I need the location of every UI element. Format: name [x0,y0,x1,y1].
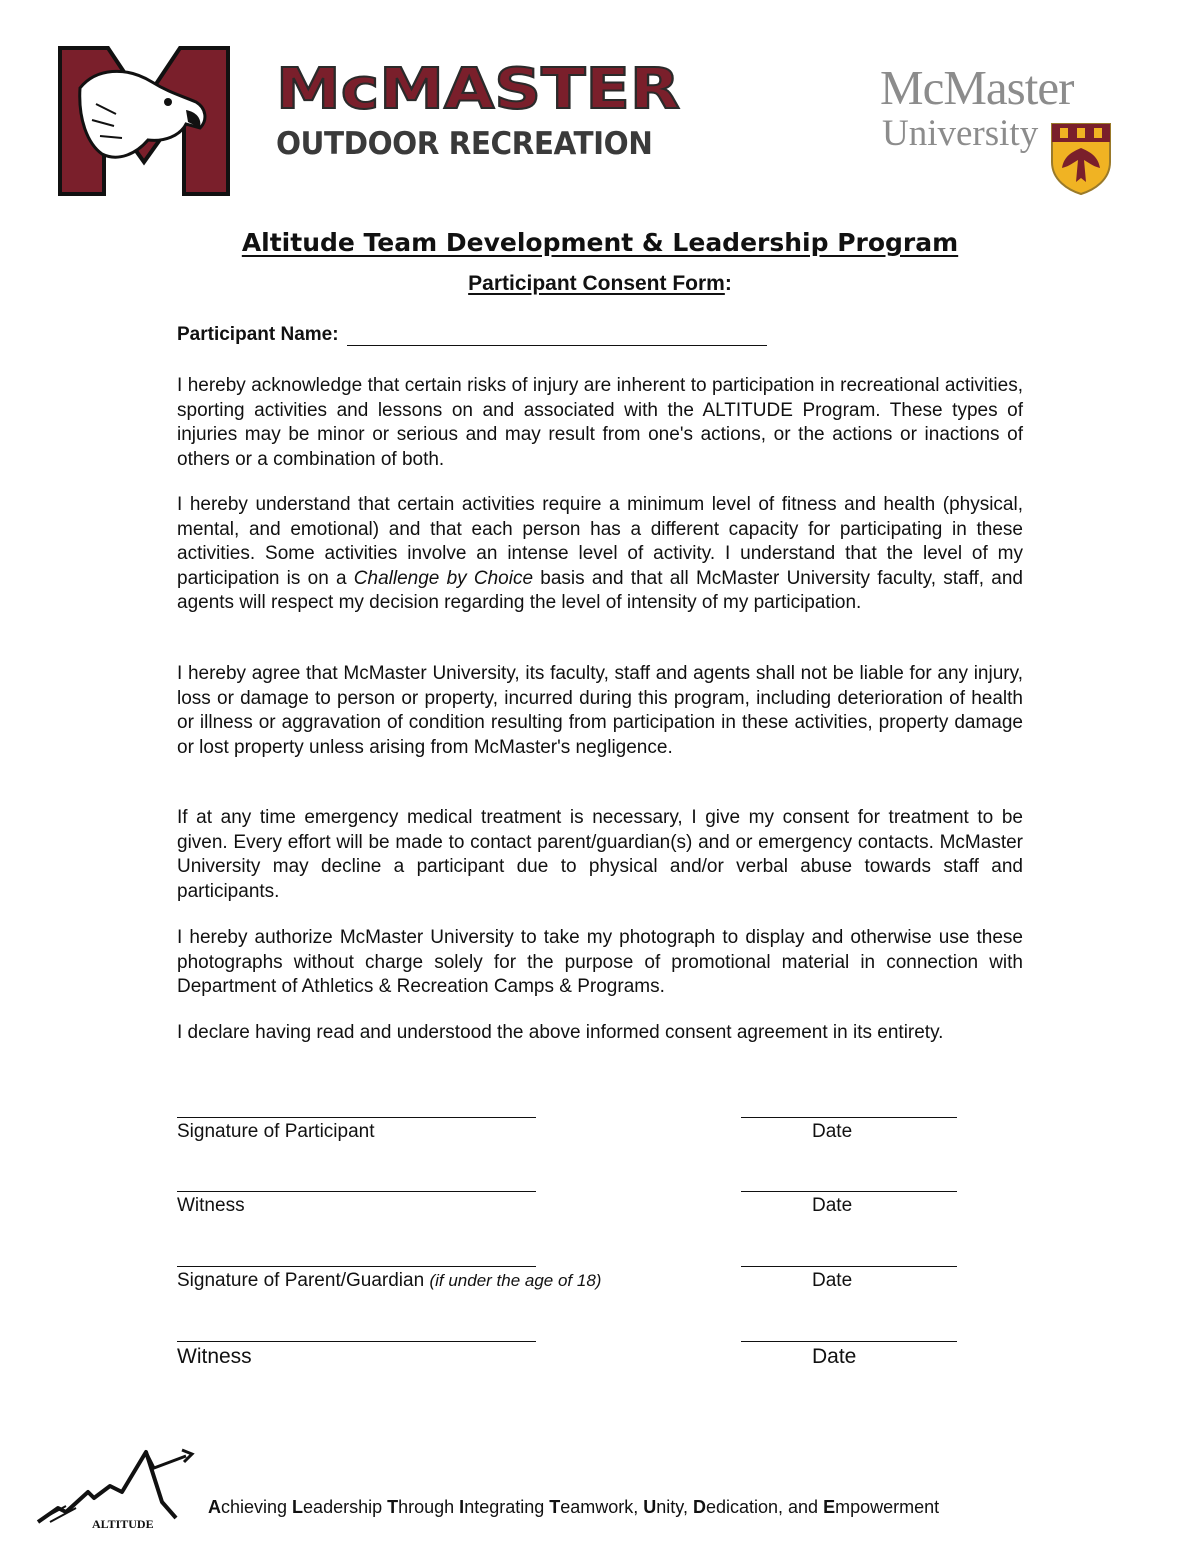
motto-initial: I [459,1497,465,1517]
motto-word: eamwork, [560,1497,644,1517]
guardian-label-text: Signature of Parent/Guardian [177,1270,425,1291]
consent-paragraph-risks: I hereby acknowledge that certain risks of injury are inherent to participation in recreational activities, sporting activities and lessons on and associated with the ALTITUDE Program. These types of injuries may be minor or serious and may result from one's actions, or the actions or inactions of others or a combination of both. [177,375,1023,470]
witness-label: Witness [177,1195,245,1216]
university-name: McMaster [880,60,1074,115]
date-line[interactable] [741,1341,957,1342]
consent-paragraph-declaration: I declare having read and understood the above informed consent agreement in its entirety. [177,1022,944,1043]
motto-initial: U [643,1497,657,1517]
motto-initial: T [549,1497,561,1517]
footer-motto [208,1497,939,1518]
form-title-text: Participant Consent Form [468,272,725,295]
motto-initial: E [823,1497,836,1517]
consent-paragraph-fitness [177,493,1023,616]
brand-subtitle: OUTDOOR RECREATION [276,126,653,162]
witness-label: Witness [177,1345,252,1368]
university-crest-icon [1050,122,1112,196]
participant-name-line[interactable] [347,327,767,346]
motto-word: nity, [656,1497,693,1517]
date-label: Date [812,1195,853,1216]
participant-name-label: Participant Name: [177,324,339,345]
motto-word: edication, and [705,1497,824,1517]
university-subtitle: University [882,113,1039,154]
motto-word: ntegrating [464,1497,550,1517]
date-label: Date [812,1121,853,1142]
date-label: Date [812,1270,853,1291]
paragraph-fitness-text: I hereby understand that certain activities require a minimum level of fitness and health (physical, mental, and emotional) and that each person has a different capacity for participating in these activities. Some activities involve an intense level of activity. I understand that the level of my participation is on a [177,494,1023,589]
date-line[interactable] [741,1191,957,1192]
brand-title [274,58,684,118]
mcmaster-m-eagle-logo [56,44,232,198]
participant-name-field[interactable] [177,324,767,346]
date-line[interactable] [741,1266,957,1267]
form-title-colon: : [724,272,732,295]
program-title: Altitude Team Development & Leadership Program [241,228,959,257]
motto-initial: L [292,1497,304,1517]
participant-signature-label: Signature of Participant [177,1121,375,1142]
guardian-signature-line[interactable] [177,1266,536,1267]
motto-initial: A [208,1497,221,1517]
witness-signature-line[interactable] [177,1341,536,1342]
consent-paragraph-medical: If at any time emergency medical treatment is necessary, I give my consent for treatment to be given. Every effort will be made to contact parent/guardian(s) and or emergency contacts. McMaster University may decline a participant due to physical and/or verbal abuse towards staff and participants. [177,807,1023,902]
svg-text:ALTITUDE: ALTITUDE [92,1517,154,1531]
guardian-signature-label [177,1270,601,1292]
motto-initial: D [692,1497,706,1517]
consent-paragraph-photo: I hereby authorize McMaster University to take my photograph to display and otherwise use these photographs without charge solely for the purpose of promotional material in connection with Department of Athletics & Recreation Camps & Programs. [177,927,1023,998]
challenge-by-choice: Challenge by Choice [353,567,534,589]
motto-word: chieving [221,1497,293,1517]
witness-signature-line[interactable] [177,1191,536,1192]
participant-signature-line[interactable] [177,1117,536,1118]
form-title [0,272,1200,296]
consent-paragraph-liability: I hereby agree that McMaster University, its faculty, staff and agents shall not be liable for any injury, loss or damage to person or property, incurred during this program, including deterioration of health or illness or aggravation of condition resulting from participation in these activities, property damage or lost property unless arising from McMaster's negligence. [177,663,1023,758]
motto-word: mpowerment [835,1497,940,1517]
date-label: Date [812,1345,857,1368]
guardian-age-note: (if under the age of 18) [429,1271,602,1290]
altitude-mountain-logo [36,1446,196,1532]
motto-word: hrough [398,1497,460,1517]
motto-initial: T [387,1497,399,1517]
svg-text:McMASTER: McMASTER [276,58,680,118]
date-line[interactable] [741,1117,957,1118]
motto-word: eadership [303,1497,388,1517]
paragraph-fitness-tail: basis and that all McMaster University faculty, staff, and agents will respect my decision regarding the level of intensity of my participation. [177,567,1023,614]
